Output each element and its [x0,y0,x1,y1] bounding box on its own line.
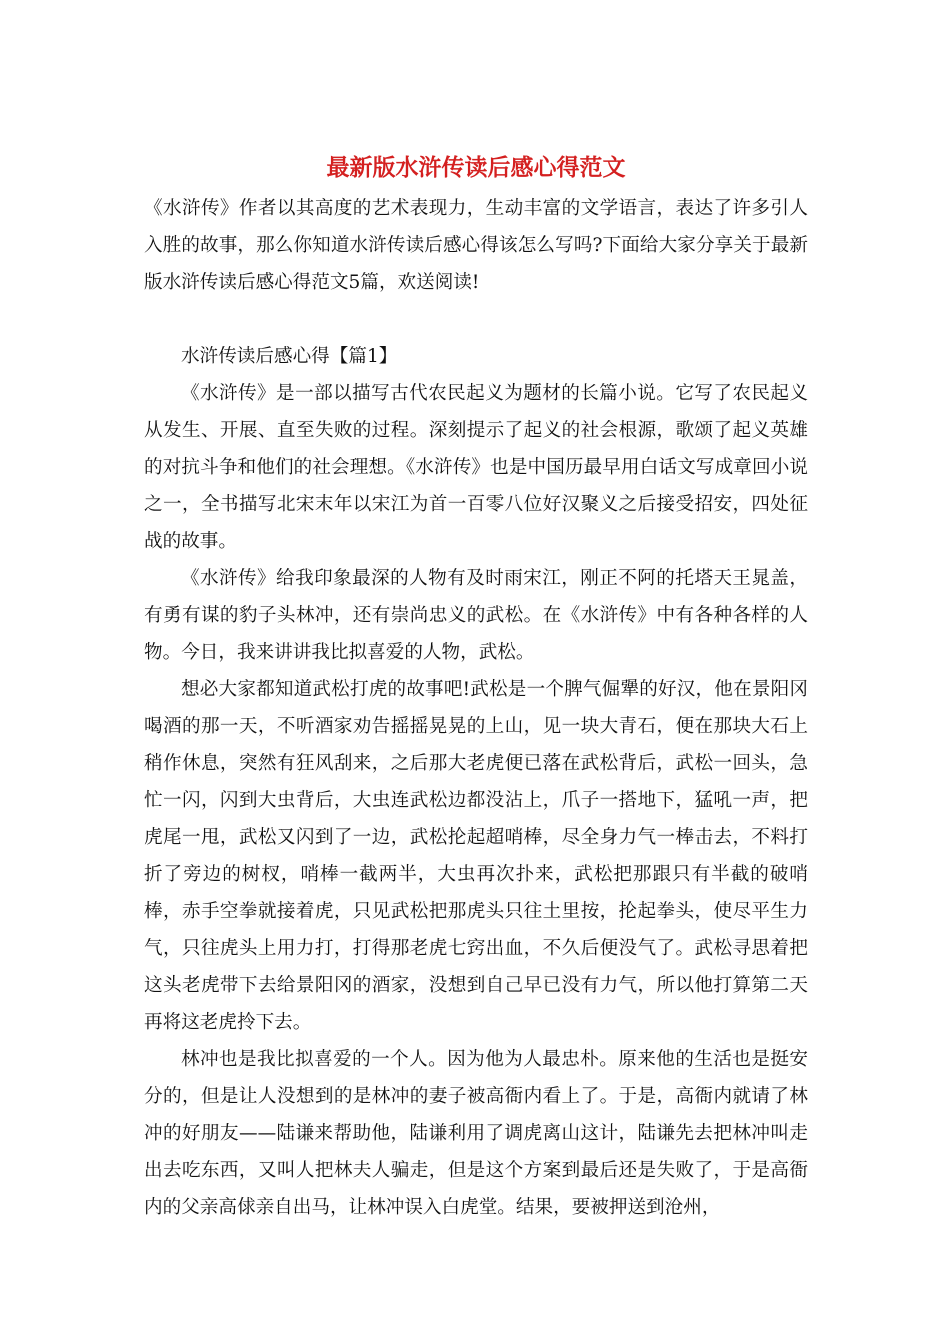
body-paragraph-1: 《水浒传》是一部以描写古代农民起义为题材的长篇小说。它写了农民起义从发生、开展、直至失败的过程。深刻提示了起义的社会根源，歌颂了起义英雄的对抗斗争和他们的社会理想。《水浒传》也是中国历最早用白话文写成章回小说之一，全书描写北宋末年以宋江为首一百零八位好汉聚义之后接受招安，四处征战的故事。 [144,383,808,552]
section-heading: 水浒传读后感心得【篇1】 [181,346,398,367]
intro-paragraph: 《水浒传》作者以其高度的艺术表现力，生动丰富的文学语言，表达了许多引人入胜的故事，那么你知道水浒传读后感心得该怎么写吗?下面给大家分享关于最新版水浒传读后感心得范文5篇，欢送阅读! [144,198,808,293]
document-body [144,150,808,1226]
blank-line [144,301,808,338]
body-paragraph-4: 林冲也是我比拟喜爱的一个人。因为他为人最忠朴。原来他的生活也是挺安分的，但是让人没想到的是林冲的妻子被高衙内看上了。于是，高衙内就请了林冲的好朋友——陆谦来帮助他，陆谦利用了调虎离山这计，陆谦先去把林冲叫走出去吃东西，又叫人把林夫人骗走，但是这个方案到最后还是失败了，于是高衙内的父亲高俅亲自出马，让林冲误入白虎堂。结果，要被押送到沧州， [144,1049,808,1218]
body-paragraph-3: 想必大家都知道武松打虎的故事吧!武松是一个脾气倔犟的好汉，他在景阳冈喝酒的那一天，不听酒家劝告摇摇晃晃的上山，见一块大青石，便在那块大石上稍作休息，突然有狂风刮来，之后那大老虎便已落在武松背后，武松一回头，急忙一闪，闪到大虫背后，大虫连武松边都没沾上，爪子一搭地下，猛吼一声，把虎尾一甩，武松又闪到了一边，武松抡起超哨棒，尽全身力气一棒击去，不料打折了旁边的树杈，哨棒一截两半，大虫再次扑来，武松把那跟只有半截的破哨棒，赤手空拳就接着虎，只见武松把那虎头只往土里按，抡起拳头，使尽平生力气，只往虎头上用力打，打得那老虎七窍出血，不久后便没气了。武松寻思着把这头老虎带下去给景阳冈的酒家，没想到自己早已没有力气，所以他打算第二天再将这老虎拎下去。 [144,679,808,1033]
body-paragraph-2: 《水浒传》给我印象最深的人物有及时雨宋江，刚正不阿的托塔天王晁盖，有勇有谋的豹子头林冲，还有崇尚忠义的武松。在《水浒传》中有各种各样的人物。今日，我来讲讲我比拟喜爱的人物，武松。 [144,568,808,663]
document-title: 最新版水浒传读后感心得范文 [326,154,626,181]
